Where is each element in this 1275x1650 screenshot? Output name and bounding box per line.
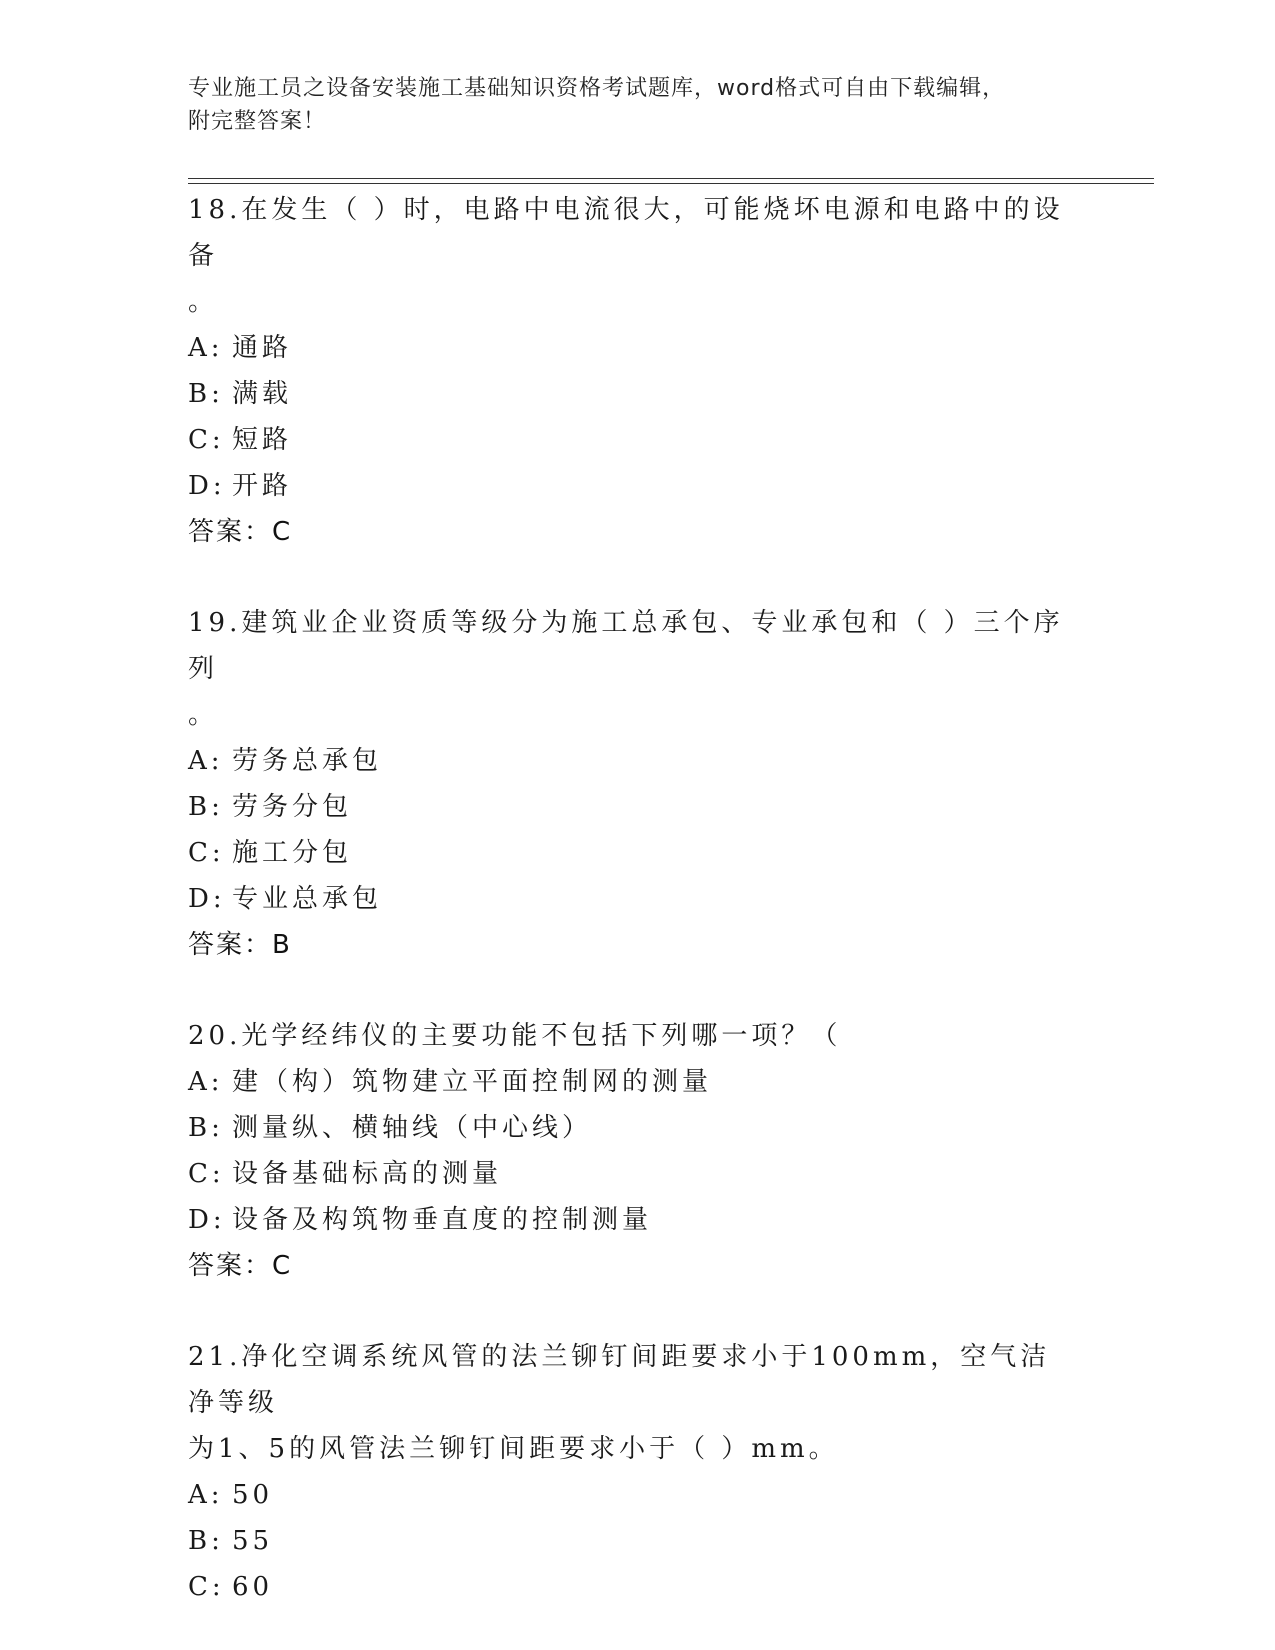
option-text: 满载 (232, 379, 293, 409)
option-text: 劳务总承包 (232, 746, 383, 776)
option-a (188, 1472, 1068, 1518)
option-b (188, 1105, 1068, 1151)
answer-line: 答案：C (188, 1251, 293, 1281)
header-line-1: 专业施工员之设备安装施工基础知识资格考试题库，word格式可自由下载编辑， (188, 76, 1006, 101)
option-d (188, 463, 1068, 509)
option-text: 设备及构筑物垂直度的控制测量 (232, 1205, 653, 1235)
question-stem-tail: 为1、5的风管法兰铆钉间距要求小于（ ）mm。 (188, 1434, 839, 1464)
option-a (188, 738, 1068, 784)
question-19 (188, 600, 1068, 968)
question-stem-tail: 。 (188, 700, 219, 730)
option-text: 55 (232, 1526, 274, 1556)
header-divider-top (188, 178, 1154, 179)
answer-line: 答案：C (188, 517, 293, 547)
option-b (188, 1518, 1068, 1564)
option-key: B: (188, 1113, 224, 1143)
spacer (188, 555, 1068, 600)
option-text: 设备基础标高的测量 (232, 1159, 503, 1189)
header-line-2: 附完整答案！ (188, 109, 327, 134)
question-text (188, 1334, 1068, 1472)
option-key: A: (188, 1067, 224, 1097)
question-20 (188, 1013, 1068, 1289)
option-b (188, 784, 1068, 830)
option-key: C: (188, 1159, 225, 1189)
option-key: A: (188, 333, 224, 363)
option-b (188, 371, 1068, 417)
option-a (188, 1059, 1068, 1105)
option-text: 短路 (232, 425, 293, 455)
question-stem: 20.光学经纬仪的主要功能不包括下列哪一项？（ (188, 1021, 842, 1051)
option-text: 建（构）筑物建立平面控制网的测量 (232, 1067, 713, 1097)
question-stem-tail: 。 (188, 287, 219, 317)
option-a (188, 325, 1068, 371)
option-c (188, 417, 1068, 463)
option-c (188, 1151, 1068, 1197)
option-key: A: (188, 1480, 224, 1510)
option-key: D: (188, 1205, 226, 1235)
question-21 (188, 1334, 1068, 1610)
option-text: 测量纵、横轴线（中心线） (232, 1113, 593, 1143)
document-header (188, 72, 1068, 138)
question-text (188, 1013, 1068, 1059)
option-key: C: (188, 1572, 225, 1602)
question-18 (188, 187, 1068, 555)
option-text: 专业总承包 (232, 884, 383, 914)
question-text (188, 600, 1068, 738)
option-d (188, 1197, 1068, 1243)
option-text: 开路 (232, 471, 293, 501)
option-key: C: (188, 425, 225, 455)
option-key: B: (188, 379, 224, 409)
spacer (188, 968, 1068, 1013)
option-text: 50 (232, 1480, 274, 1510)
header-divider-bottom (188, 183, 1154, 184)
option-key: C: (188, 838, 225, 868)
spacer (188, 1289, 1068, 1334)
option-text: 劳务分包 (232, 792, 353, 822)
option-key: A: (188, 746, 224, 776)
question-text (188, 187, 1068, 325)
option-c (188, 1564, 1068, 1610)
option-text: 施工分包 (232, 838, 353, 868)
question-list (188, 187, 1068, 1610)
option-key: D: (188, 884, 226, 914)
option-text: 通路 (232, 333, 293, 363)
question-stem: 18.在发生（ ）时，电路中电流很大，可能烧坏电源和电路中的设备 (188, 195, 1064, 271)
question-stem: 19.建筑业企业资质等级分为施工总承包、专业承包和（ ）三个序列 (188, 608, 1064, 684)
option-c (188, 830, 1068, 876)
answer-line: 答案：B (188, 930, 292, 960)
option-text: 60 (232, 1572, 274, 1602)
question-stem: 21.净化空调系统风管的法兰铆钉间距要求小于100mm，空气洁净等级 (188, 1342, 1051, 1418)
option-key: D: (188, 471, 226, 501)
option-key: B: (188, 792, 224, 822)
option-d (188, 876, 1068, 922)
option-key: B: (188, 1526, 224, 1556)
